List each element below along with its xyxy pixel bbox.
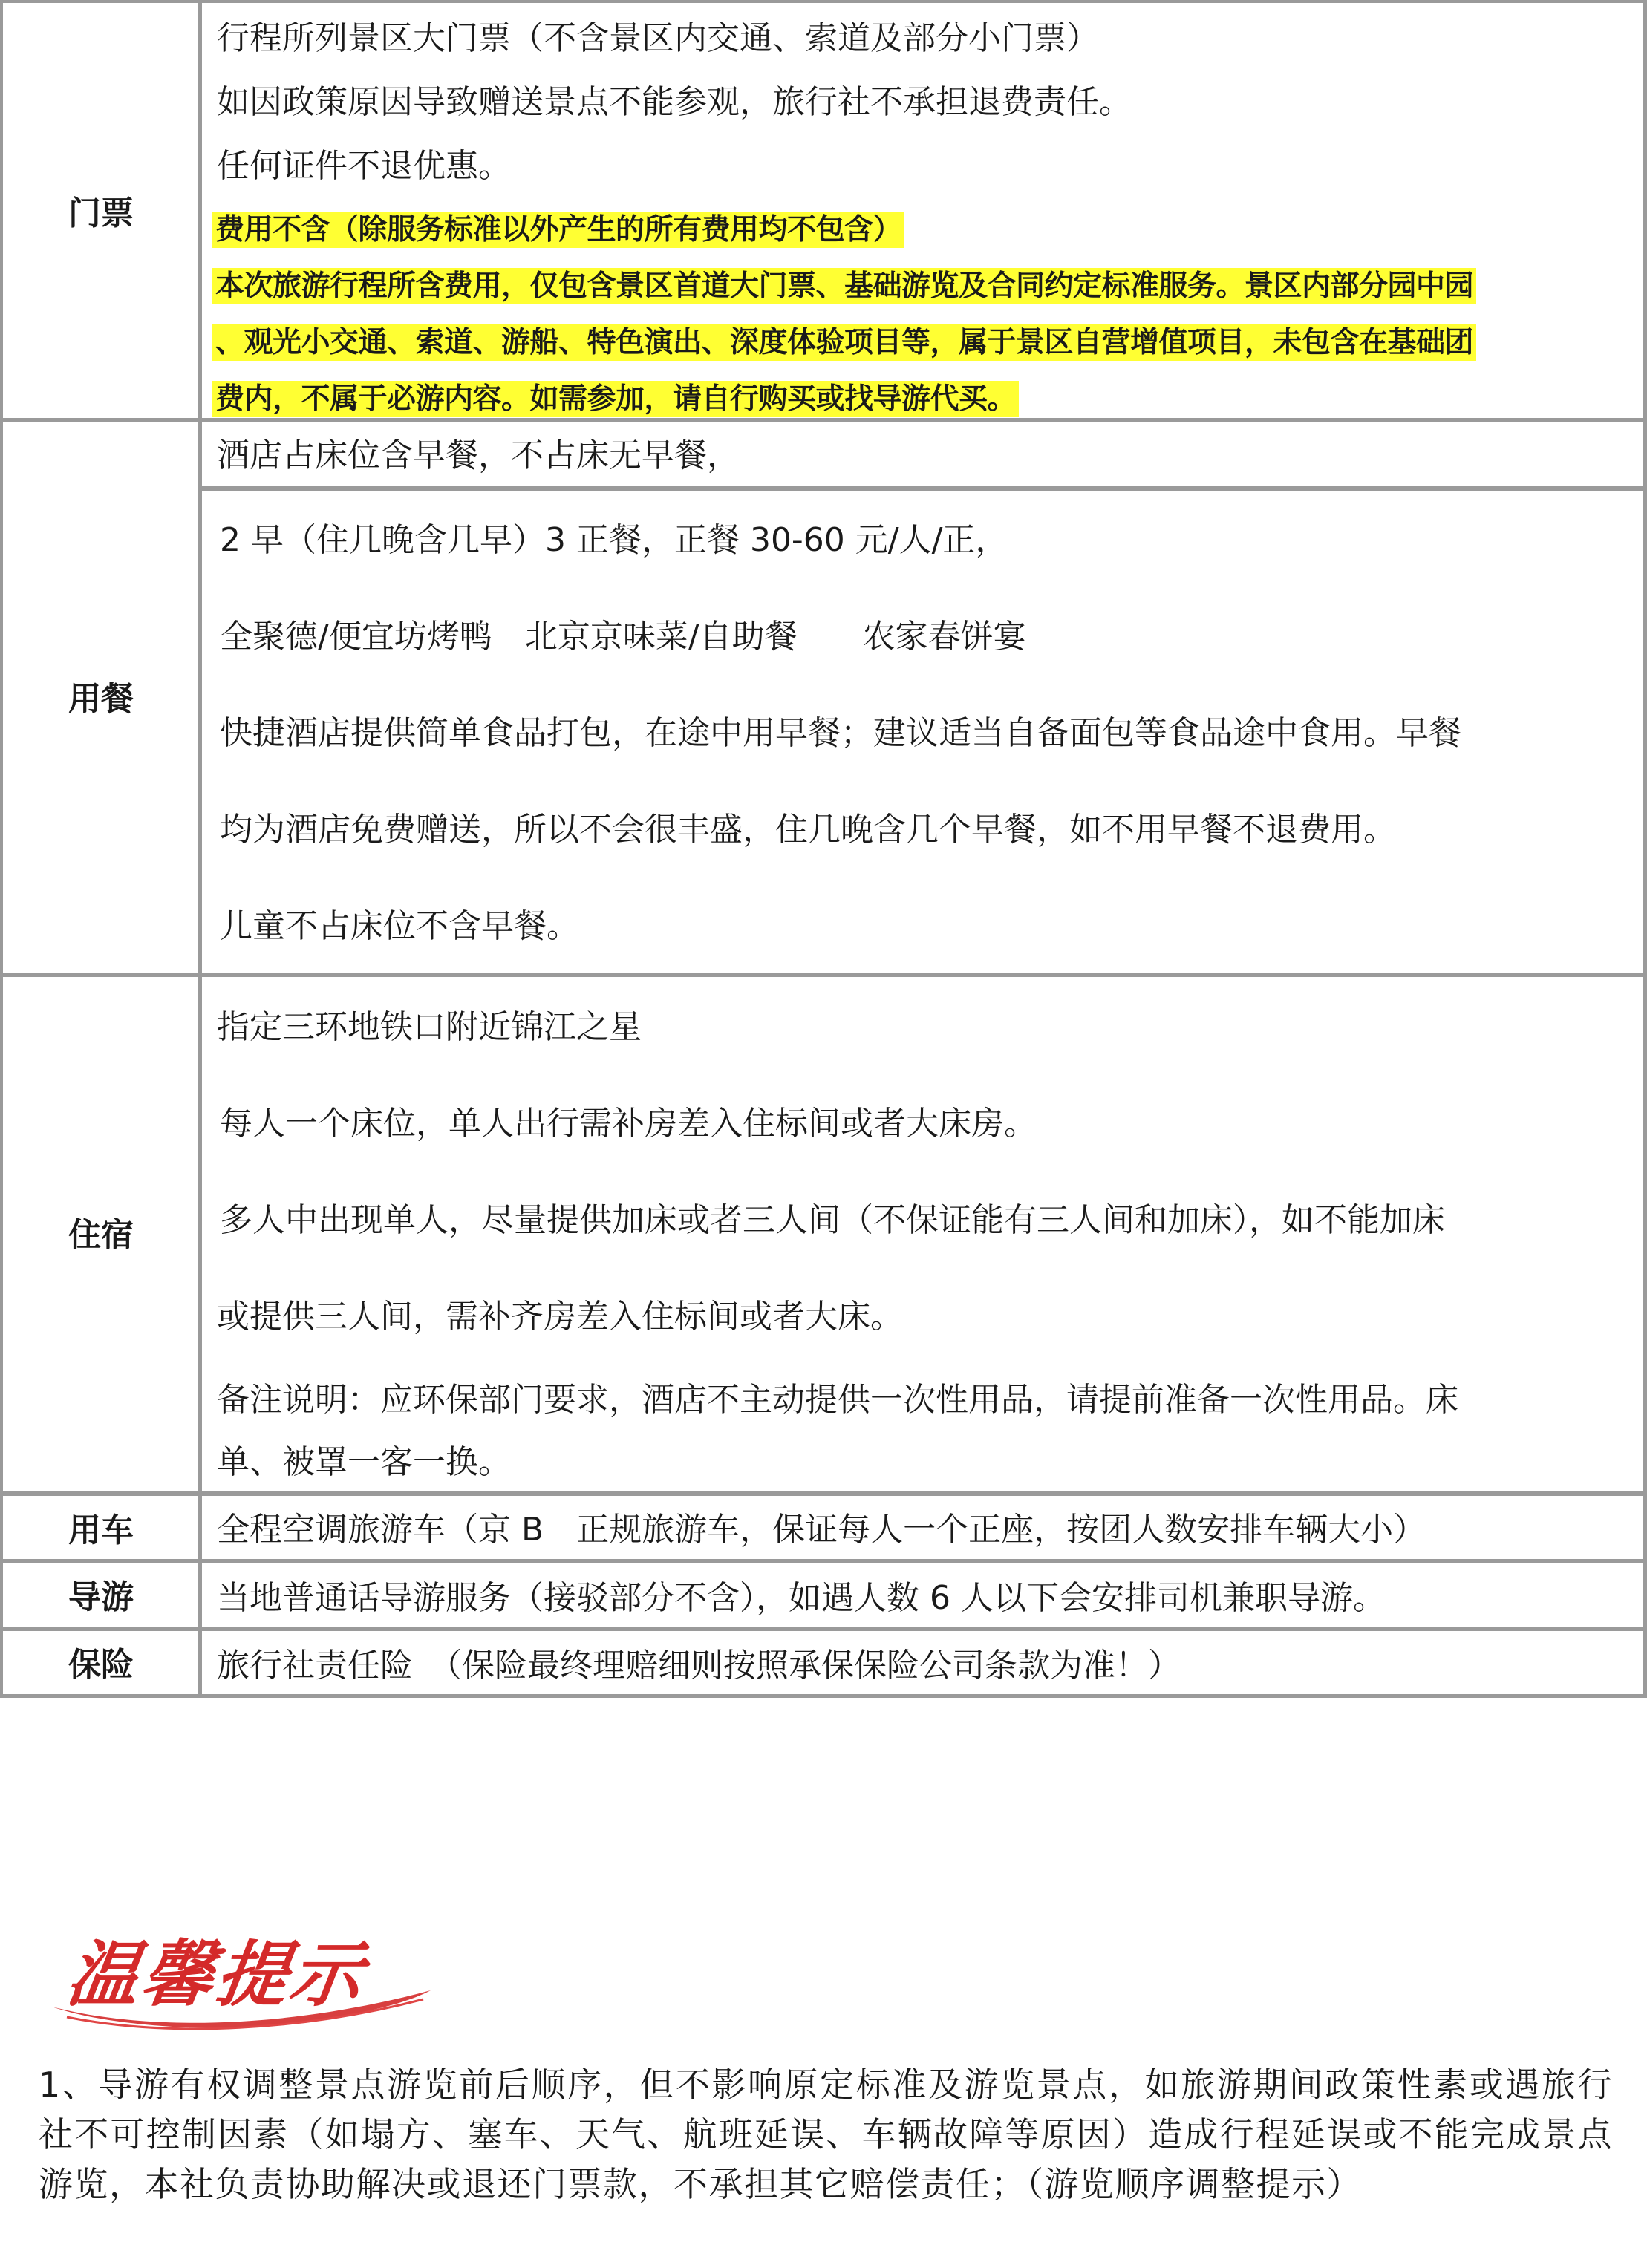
lodging-line: 每人一个床位，单人出行需补房差入住标间或者大床房。 (220, 1105, 1037, 1143)
highlight-line: 费用不含（除服务标准以外产生的所有费用均不包含） (212, 212, 904, 248)
lodging-note: 单、被罩一客一换。 (217, 1443, 511, 1481)
fee-exclusion-notice (212, 202, 1623, 428)
row-divider (0, 1559, 1647, 1563)
lodging-line: 或提供三人间，需补齐房差入住标间或者大床。 (217, 1298, 903, 1336)
lodging-line: 多人中出现单人，尽量提供加床或者三人间（不保证能有三人间和加床），如不能加床 (220, 1201, 1445, 1239)
lodging-line: 指定三环地铁口附近锦江之星 (217, 1008, 642, 1046)
warm-tips-body: 1、导游有权调整景点游览前后顺序，但不影响原定标准及游览景点，如旅游期间政策性素或遇旅行社不可控制因素（如塌方、塞车、天气、航班延误、车辆故障等原因）造成行程延误或不能完成景点游览，本社负责协助解决或退还门票款，不承担其它赔偿责任；（游览顺序调整提示） (39, 2065, 1613, 2204)
svg-text:温馨提示: 温馨提示 (62, 1932, 371, 2016)
table-border-left (0, 0, 3, 1698)
highlight-line: 本次旅游行程所含费用，仅包含景区首道大门票、基础游览及合同约定标准服务。景区内部分园中园 (212, 268, 1476, 304)
tickets-line: 行程所列景区大门票（不含景区内交通、索道及部分小门票） (217, 19, 1099, 57)
tickets-line: 任何证件不退优惠。 (217, 147, 511, 185)
row-label-meals: 用餐 (68, 680, 134, 718)
row-divider (0, 1627, 1647, 1631)
column-divider (198, 0, 202, 1698)
transport-text: 全程空调旅游车（京 B 正规旅游车，保证每人一个正座，按团人数安排车辆大小） (217, 1511, 1426, 1549)
warm-tips-logo (37, 1919, 438, 2038)
row-divider (0, 973, 1647, 977)
warm-tips-swoosh-icon (37, 1919, 438, 2038)
table-border-bottom (0, 1694, 1647, 1698)
row-divider (0, 1491, 1647, 1496)
meals-line: 全聚德/便宜坊烤鸭 北京京味菜/自助餐 农家春饼宴 (220, 618, 1026, 656)
meals-line: 均为酒店免费赠送，所以不会很丰盛，住几晚含几个早餐，如不用早餐不退费用。 (220, 811, 1396, 849)
cell-divider (202, 486, 1647, 491)
meals-line: 儿童不占床位不含早餐。 (220, 907, 579, 945)
highlight-line: 费内，不属于必游内容。如需参加，请自行购买或找导游代买。 (212, 381, 1019, 417)
meals-line: 快捷酒店提供简单食品打包，在途中用早餐；建议适当自备面包等食品途中食用。早餐 (220, 714, 1461, 752)
row-label-insurance: 保险 (68, 1646, 134, 1684)
insurance-text: 旅行社责任险 （保险最终理赔细则按照承保保险公司条款为准！） (217, 1647, 1181, 1684)
row-label-guide: 导游 (68, 1578, 134, 1616)
table-border-top (0, 0, 1647, 3)
guide-text: 当地普通话导游服务（接驳部分不含），如遇人数 6 人以下会安排司机兼职导游。 (217, 1579, 1386, 1617)
table-border-right (1643, 0, 1647, 1698)
tickets-line: 如因政策原因导致赠送景点不能参观，旅行社不承担退费责任。 (217, 83, 1132, 121)
row-label-tickets: 门票 (68, 195, 134, 232)
row-label-lodging: 住宿 (68, 1216, 134, 1254)
meals-line: 2 早（住几晚含几早）3 正餐，正餐 30-60 元/人/正， (220, 521, 1008, 559)
row-label-transport: 用车 (68, 1512, 134, 1549)
lodging-note: 备注说明：应环保部门要求，酒店不主动提供一次性用品，请提前准备一次性用品。床 (217, 1381, 1458, 1419)
meals-breakfast-note: 酒店占床位含早餐，不占床无早餐， (217, 437, 740, 474)
highlight-line: 、观光小交通、索道、游船、特色演出、深度体验项目等，属于景区自营增值项目，未包含在基础团 (212, 324, 1476, 361)
